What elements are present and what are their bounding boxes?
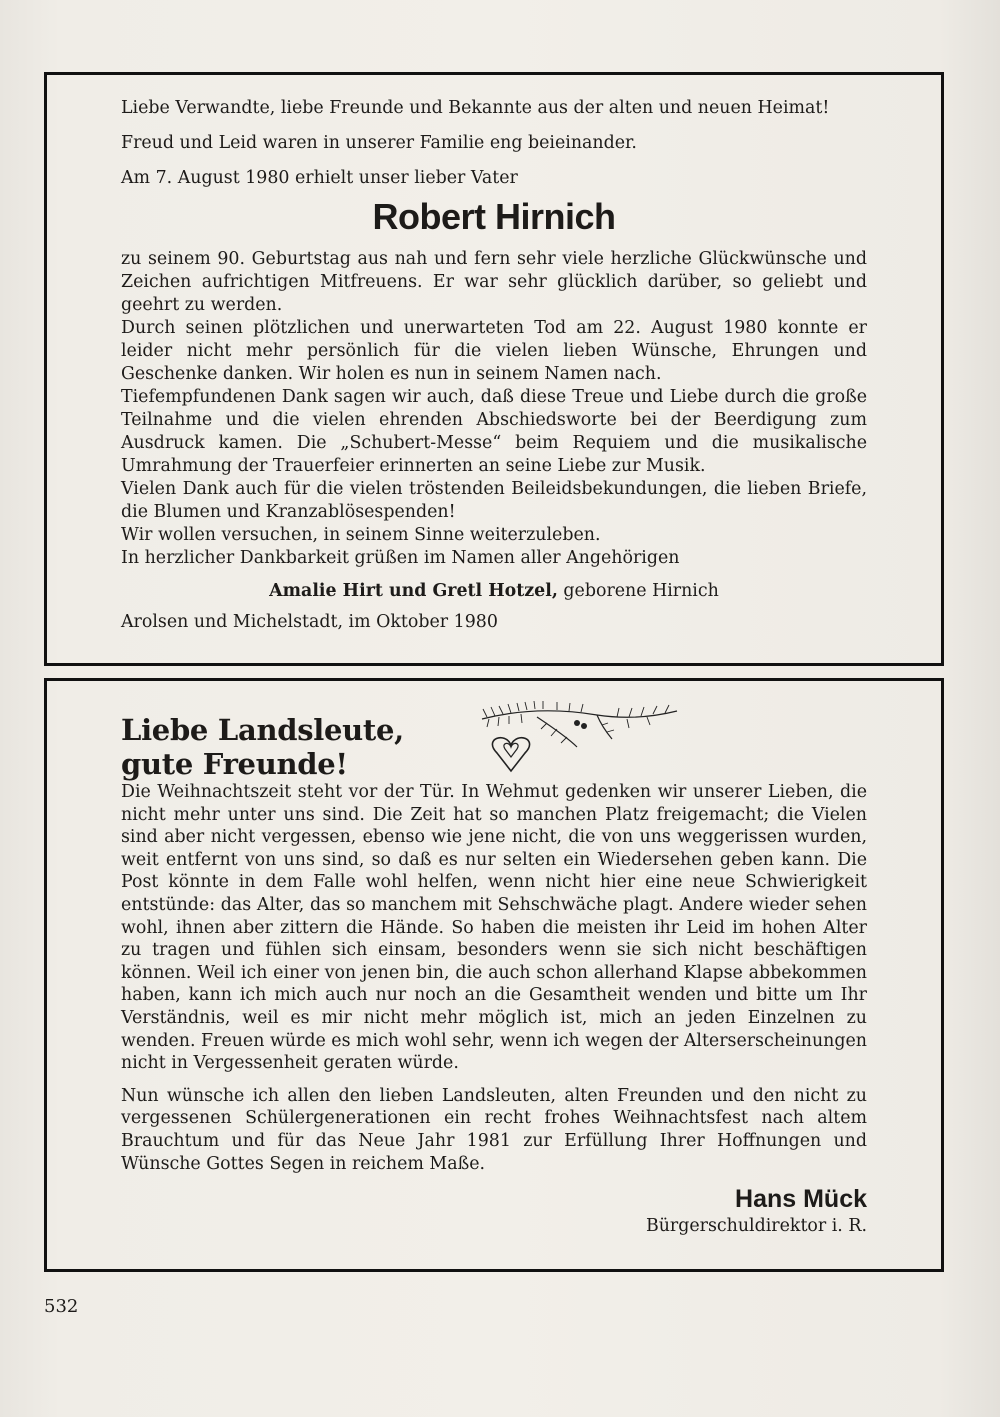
page-number: 532	[44, 1296, 79, 1317]
christmas-greeting-notice	[44, 678, 944, 1272]
pine-branch-heart-ornament-icon	[477, 697, 682, 783]
paragraph: Durch seinen plötzlichen und unerwarteten Tod am 22. August 1980 konnte er leider nicht mehr persönlich für die vielen lieben Wünsche, Ehrungen und Geschenke danken. Wir holen es nun in seinem Namen nach.	[121, 318, 867, 384]
intro-line: Am 7. August 1980 erhielt unser lieber Vater	[121, 168, 518, 188]
place-date: Arolsen und Michelstadt, im Oktober 1980	[121, 612, 498, 632]
signers: Amalie Hirt und Gretl Hotzel,	[269, 581, 558, 601]
deceased-name: Robert Hirnich	[372, 196, 616, 237]
heading-line: gute Freunde!	[121, 747, 348, 781]
greeting: Liebe Verwandte, liebe Freunde und Bekannte aus der alten und neuen Heimat!	[121, 98, 830, 118]
paragraph: Nun wünsche ich allen den lieben Landsleuten, alten Freunden und den nicht zu vergessenen Schülergenerationen ein recht frohes Weihnachtsfest nach altem Brauchtum und für das Neue Jahr 1981 zur Erfüllung Ihrer Hoffnungen und Wünsche Gottes Segen in reichem Maße.	[121, 1085, 867, 1174]
signature-name: Hans Mück	[735, 1185, 867, 1214]
heading-line: Liebe Landsleute,	[121, 713, 404, 747]
paragraph: zu seinem 90. Geburtstag aus nah und fern sehr viele herzliche Glückwünsche und Zeichen aufrichtigen Mitfreuens. Er war sehr glücklich darüber, so geliebt und geehrt zu werden.	[121, 249, 867, 315]
intro-line: Freud und Leid waren in unserer Familie eng beieinander.	[121, 133, 637, 153]
signature-title: Bürgerschuldirektor i. R.	[645, 1216, 867, 1237]
paragraph: Die Weihnachtszeit steht vor der Tür. In Wehmut gedenken wir unserer Lieben, die nicht mehr unter uns sind. Die Zeit hat so manchen Platz freigemacht; die Vielen sind aber nicht vergessen, ebenso wie jene nicht, die von uns weggerissen wurden, weit entfernt von uns sind, so daß es nur selten ein Wiedersehen geben kann. Die Post könnte in dem Falle wohl helfen, wenn nicht hier eine neue Schwierigkeit entstünde: das Alter, das so manchem mit Sehschwäche plagt. Andere wieder sehen wohl, ihnen aber zittern die Hände. So haben die meisten ihr Leid im hohen Alter zu tragen und fühlen sich einsam, besonders wenn sie sich nicht beschäftigen können. Weil ich einer von jenen bin, die auch schon allerhand Klapse abbekommen haben, kann ich mich auch nur noch an die Gesamtheit wenden und bitte um Ihr Verständnis, weil es mir nicht mehr möglich ist, mich an jeden Einzelnen zu wenden. Freuen würde es mich wohl sehr, wenn ich wegen der Alterserscheinungen nicht in Vergessenheit geraten würde.	[121, 782, 868, 1074]
paragraph: In herzlicher Dankbarkeit grüßen im Namen aller Angehörigen	[121, 548, 680, 568]
signers-line	[121, 580, 867, 603]
thank-you-notice	[44, 72, 944, 666]
paragraph: Tiefempfundenen Dank sagen wir auch, daß diese Treue und Liebe durch die große Teilnahme und die vielen ehrenden Abschiedsworte bei der Beerdigung zum Ausdruck kamen. Die „Schubert-Messe“ beim Requiem und die musikalische Umrahmung der Trauerfeier erinnerten an seine Liebe zur Musik.	[121, 387, 867, 476]
paragraph: Wir wollen versuchen, in seinem Sinne weiterzuleben.	[121, 525, 601, 545]
signers-suffix: geborene Hirnich	[557, 581, 719, 601]
paragraph: Vielen Dank auch für die vielen tröstenden Beileidsbekundungen, die lieben Briefe, die Blumen und Kranzablösespenden!	[121, 479, 867, 522]
